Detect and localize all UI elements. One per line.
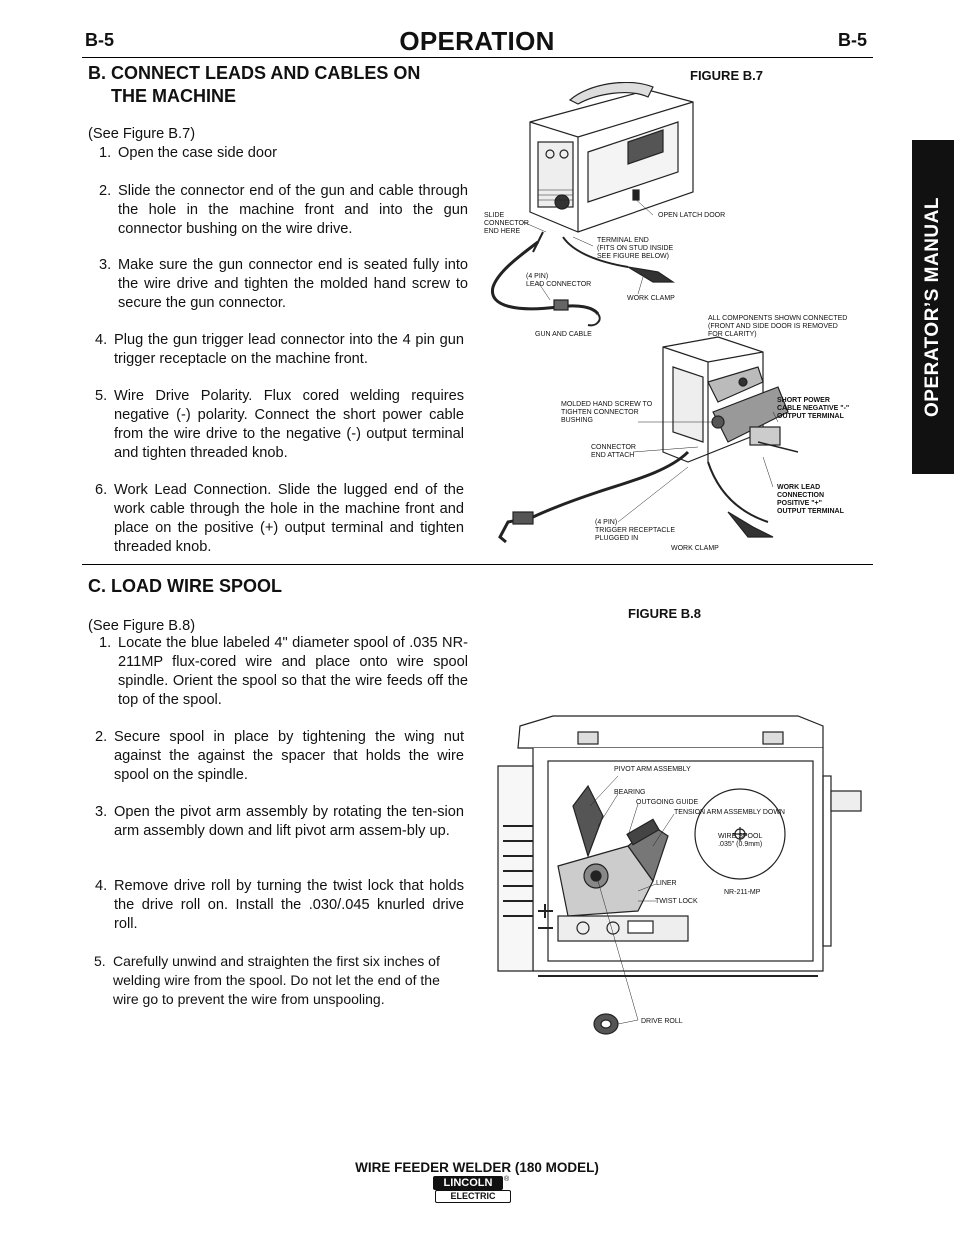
- section-b-see-figure: (See Figure B.7): [88, 126, 196, 142]
- item-text: Wire Drive Polarity. Flux cored welding requires negative (-) polarity. Connect the short power cable from the wire drive to the negative (-) output terminal and tighten threaded knob.: [114, 388, 464, 461]
- logo-top: LINCOLN: [433, 1176, 503, 1190]
- label-pivot-arm: PIVOT ARM ASSEMBLY: [614, 766, 691, 773]
- label-work-clamp-bottom: WORK CLAMP: [671, 545, 719, 552]
- section-c-see-figure: (See Figure B.8): [88, 618, 196, 634]
- item-text: Secure spool in place by tightening the wing nut against the against the spacer that holds the wire spool on the spindle.: [114, 729, 464, 783]
- item-text: Remove drive roll by turning the twist lock that holds the drive roll on. Install the .030/.045 knurled drive roll.: [114, 878, 464, 932]
- item-number: 2.: [99, 183, 112, 199]
- section-b-heading-line2: THE MACHINE: [111, 86, 236, 106]
- label-liner: LINER: [656, 880, 677, 887]
- label-short-power-cable: SHORT POWER CABLE NEGATIVE "-" OUTPUT TERMINAL: [777, 397, 850, 420]
- item-number: 1.: [99, 635, 112, 651]
- section-b-item-2: [99, 182, 468, 239]
- figure-b8-title: FIGURE B.8: [628, 606, 701, 621]
- section-c-item-1: [99, 634, 468, 710]
- page-title: OPERATION: [399, 26, 555, 56]
- lincoln-electric-logo: [433, 1176, 510, 1204]
- page-number-left: B-5: [85, 30, 115, 50]
- section-c-heading: C. LOAD WIRE SPOOL: [88, 576, 283, 596]
- label-lead-connector: (4 PIN) LEAD CONNECTOR: [526, 273, 592, 288]
- header-rule: [82, 57, 873, 58]
- item-text: Open the case side door: [118, 145, 278, 161]
- logo-registered: ®: [504, 1176, 510, 1183]
- item-number: 5.: [94, 953, 106, 969]
- operators-manual-tab[interactable]: [912, 140, 954, 474]
- label-wire-spool: WIRE SPOOL .035" (0.9mm): [718, 833, 763, 848]
- item-text: Make sure the gun connector end is seated fully into the wire drive and tighten the molded hand screw to secure the gun connector.: [118, 257, 468, 311]
- label-outgoing-guide: OUTGOING GUIDE: [636, 799, 699, 806]
- welder-front-view: [530, 82, 693, 232]
- label-nr211: NR-211-MP: [724, 889, 761, 896]
- section-b-item-1: [99, 144, 468, 163]
- label-connector-end: CONNECTOR END ATTACH: [591, 444, 636, 459]
- item-text: Slide the connector end of the gun and cable through the hole in the machine front and into the gun connector bushing on the wire drive.: [118, 183, 468, 237]
- item-text: Carefully unwind and straighten the first six inches of welding wire from the spool. Do not let the end of the wire go to prevent the wire from unspooling.: [113, 953, 440, 1007]
- label-twist-lock: TWIST LOCK: [655, 898, 698, 905]
- section-c-item-3: [95, 803, 464, 841]
- label-open-latch-door: OPEN LATCH DOOR: [658, 212, 726, 219]
- item-number: 1.: [99, 145, 112, 161]
- page-number-right: B-5: [838, 30, 868, 50]
- section-c-item-2: [95, 728, 464, 785]
- label-slide-connector: SLIDE CONNECTOR END HERE: [484, 212, 529, 235]
- label-gun-and-cable: GUN AND CABLE: [535, 331, 592, 338]
- label-bearing: BEARING: [614, 789, 646, 796]
- section-b-item-4: [95, 331, 464, 369]
- item-text: Locate the blue labeled 4" diameter spool of .035 NR-211MP flux-cored wire and place onto wire spool spindle. Orient the spool so that the wire feeds off the top of the spool.: [118, 635, 468, 708]
- welder-side-open-view: [663, 337, 788, 462]
- section-c-item-4: [95, 877, 464, 934]
- figure-b7-title: FIGURE B.7: [690, 68, 763, 83]
- label-molded-hand-screw: MOLDED HAND SCREW TO TIGHTEN CONNECTOR BUSHING: [561, 401, 653, 424]
- item-number: 6.: [95, 482, 108, 498]
- section-c-item-5: [94, 952, 463, 1009]
- label-terminal-end: TERMINAL END (FITS ON STUD INSIDE SEE FIGURE BELOW): [597, 237, 674, 260]
- item-number: 3.: [99, 257, 112, 273]
- side-tab-label: OPERATOR’S MANUAL: [922, 197, 943, 417]
- label-work-clamp-top: WORK CLAMP: [627, 295, 675, 302]
- label-drive-roll: DRIVE ROLL: [641, 1018, 683, 1025]
- item-number: 5.: [95, 388, 108, 404]
- item-number: 4.: [95, 332, 108, 348]
- section-b-item-6: [95, 481, 464, 557]
- section-b-item-3: [99, 256, 468, 313]
- logo-bottom: ELECTRIC: [435, 1190, 511, 1203]
- section-b-heading: [88, 62, 420, 108]
- section-divider: [82, 564, 873, 565]
- label-all-components: ALL COMPONENTS SHOWN CONNECTED (FRONT AND SIDE DOOR IS REMOVED FOR CLARITY): [708, 315, 848, 338]
- item-text: Work Lead Connection. Slide the lugged end of the work cable through the hole in the machine front and place on the positive (+) output terminal and tighten threaded knob.: [114, 482, 464, 555]
- item-number: 2.: [95, 729, 108, 745]
- label-tension-arm: TENSION ARM ASSEMBLY DOWN: [674, 809, 785, 816]
- drive-roll-detail: [594, 1014, 618, 1034]
- item-number: 3.: [95, 804, 108, 820]
- section-b-heading-line1: B. CONNECT LEADS AND CABLES ON: [88, 63, 421, 83]
- figure-b8-drawing: [478, 706, 868, 1046]
- section-b-item-5: [95, 387, 464, 463]
- label-trigger-receptacle: (4 PIN) TRIGGER RECEPTACLE PLUGGED IN: [595, 519, 675, 542]
- item-number: 4.: [95, 878, 108, 894]
- item-text: Open the pivot arm assembly by rotating the ten-sion arm assembly down and lift pivot arm assem-bly up.: [114, 804, 464, 839]
- label-work-lead-connection: WORK LEAD CONNECTION POSITIVE "+" OUTPUT TERMINAL: [777, 484, 844, 515]
- item-text: Plug the gun trigger lead connector into the 4 pin gun trigger receptacle on the machine front.: [114, 332, 464, 367]
- footer-model: WIRE FEEDER WELDER (180 MODEL): [355, 1160, 599, 1175]
